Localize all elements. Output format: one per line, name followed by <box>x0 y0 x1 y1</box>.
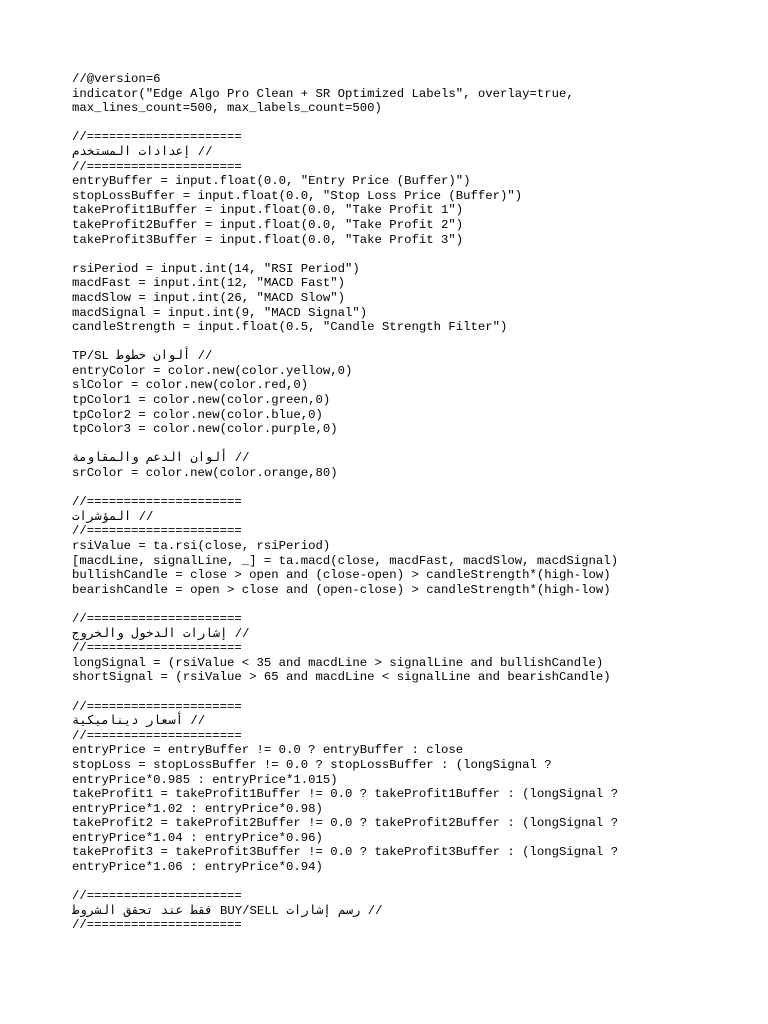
comment-line: // إشارات الدخول والخروج <box>72 626 250 641</box>
blank-line <box>72 335 712 350</box>
blank-line <box>72 247 712 262</box>
code-line: bullishCandle = close > open and (close-open) > candleStrength*(high-low) <box>72 568 611 583</box>
comment-line: //===================== <box>72 611 242 626</box>
code-line: entryPrice*1.02 : entryPrice*0.98) <box>72 801 323 816</box>
code-line: macdSlow = input.int(26, "MACD Slow") <box>72 290 346 305</box>
comment-line: // إعدادات المستخدم <box>72 144 213 159</box>
blank-line <box>72 437 712 452</box>
comment-line: //===================== <box>72 130 242 145</box>
code-listing <box>72 72 712 933</box>
comment-line: //===================== <box>72 728 242 743</box>
code-line: entryPrice*1.04 : entryPrice*0.96) <box>72 830 323 845</box>
comment-line: // ألوان خطوط TP/SL <box>72 349 213 364</box>
code-line: candleStrength = input.float(0.5, "Candle Strength Filter") <box>72 320 508 335</box>
comment-line: //===================== <box>72 159 242 174</box>
code-line: tpColor1 = color.new(color.green,0) <box>72 393 331 408</box>
code-line: entryPrice*1.06 : entryPrice*0.94) <box>72 860 323 875</box>
code-line: [macdLine, signalLine, _] = ta.macd(close, macdFast, macdSlow, macdSignal) <box>72 553 619 568</box>
comment-line: //===================== <box>72 495 242 510</box>
blank-line <box>72 481 712 496</box>
code-line: tpColor3 = color.new(color.purple,0) <box>72 422 338 437</box>
code-line: stopLossBuffer = input.float(0.0, "Stop Loss Price (Buffer)") <box>72 188 523 203</box>
code-line: takeProfit2 = takeProfit2Buffer != 0.0 ? takeProfit2Buffer : (longSignal ? <box>72 816 619 831</box>
comment-line: // أسعار ديناميكية <box>72 714 206 729</box>
comment-line: //@version=6 <box>72 72 161 86</box>
code-line: takeProfit3 = takeProfit3Buffer != 0.0 ? takeProfit3Buffer : (longSignal ? <box>72 845 619 860</box>
code-line: entryColor = color.new(color.yellow,0) <box>72 363 353 378</box>
code-line: takeProfit1Buffer = input.float(0.0, "Take Profit 1") <box>72 203 464 218</box>
code-line: tpColor2 = color.new(color.blue,0) <box>72 407 323 422</box>
code-line: rsiValue = ta.rsi(close, rsiPeriod) <box>72 539 331 553</box>
code-line: rsiPeriod = input.int(14, "RSI Period") <box>72 261 360 276</box>
code-line: macdSignal = input.int(9, "MACD Signal") <box>72 305 368 320</box>
code-line: takeProfit3Buffer = input.float(0.0, "Take Profit 3") <box>72 232 464 247</box>
blank-line <box>72 116 712 131</box>
code-line: entryBuffer = input.float(0.0, "Entry Price (Buffer)") <box>72 174 471 189</box>
code-line: longSignal = (rsiValue < 35 and macdLine > signalLine and bullishCandle) <box>72 655 604 670</box>
comment-line: //===================== <box>72 918 242 933</box>
blank-line <box>72 875 712 890</box>
document-page <box>72 72 712 933</box>
code-line: entryPrice*0.985 : entryPrice*1.015) <box>72 772 338 787</box>
comment-line: //===================== <box>72 889 242 904</box>
comment-line: // رسم إشارات BUY/SELL فقط عند تحقق الشروط <box>72 903 383 918</box>
code-line: takeProfit1 = takeProfit1Buffer != 0.0 ? takeProfit1Buffer : (longSignal ? <box>72 787 619 802</box>
comment-line: //===================== <box>72 641 242 656</box>
code-line: max_lines_count=500, max_labels_count=500) <box>72 101 382 116</box>
code-line: stopLoss = stopLossBuffer != 0.0 ? stopLossBuffer : (longSignal ? <box>72 757 552 772</box>
comment-line: //===================== <box>72 524 242 539</box>
code-line: indicator("Edge Algo Pro Clean + SR Optimized Labels", overlay=true, <box>72 86 574 101</box>
blank-line <box>72 597 712 612</box>
comment-line: //===================== <box>72 699 242 714</box>
code-line: takeProfit2Buffer = input.float(0.0, "Take Profit 2") <box>72 217 464 232</box>
code-line: entryPrice = entryBuffer != 0.0 ? entryBuffer : close <box>72 743 464 758</box>
code-line: macdFast = input.int(12, "MACD Fast") <box>72 276 346 291</box>
comment-line: // المؤشرات <box>72 509 154 524</box>
comment-line: // ألوان الدعم والمقاومة <box>72 451 250 466</box>
code-line: shortSignal = (rsiValue > 65 and macdLine < signalLine and bearishCandle) <box>72 670 611 685</box>
blank-line <box>72 685 712 700</box>
code-line: slColor = color.new(color.red,0) <box>72 378 309 393</box>
code-line: srColor = color.new(color.orange,80) <box>72 466 338 481</box>
code-line: bearishCandle = open > close and (open-close) > candleStrength*(high-low) <box>72 582 611 597</box>
